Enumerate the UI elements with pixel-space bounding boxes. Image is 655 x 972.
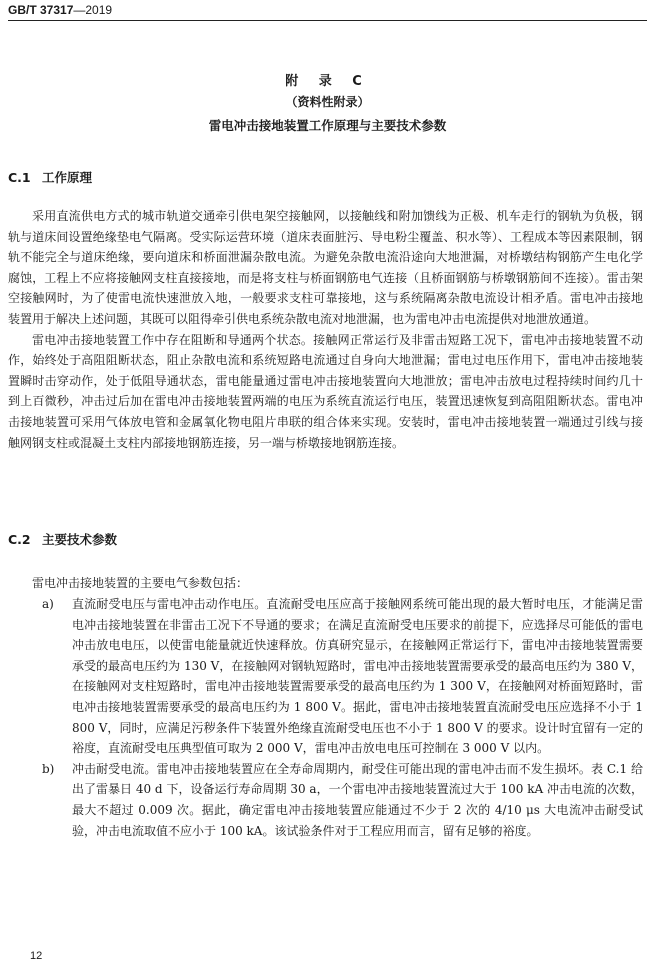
section-number: C.2 xyxy=(8,532,31,547)
list-marker: a) xyxy=(42,597,54,611)
parameter-list xyxy=(8,594,643,841)
paragraph: 雷电冲击接地装置的主要电气参数包括： xyxy=(32,576,249,590)
list-item xyxy=(8,594,643,759)
list-marker: b) xyxy=(42,761,55,776)
header-divider xyxy=(8,20,647,21)
section-title: 主要技术参数 xyxy=(42,532,118,547)
appendix-subtitle: （资料性附录） xyxy=(285,95,370,109)
section-heading-c1 xyxy=(8,168,92,186)
page-number: 12 xyxy=(30,950,43,962)
section-title: 工作原理 xyxy=(42,170,93,185)
section-c2-intro xyxy=(8,573,643,594)
appendix-title: 附 录 C xyxy=(285,74,370,89)
section-c1-body xyxy=(8,206,643,453)
standard-code xyxy=(8,3,112,17)
standard-code-number: GB/T 37317 xyxy=(8,3,74,17)
paragraph: 雷电冲击接地装置工作中存在阻断和导通两个状态。接触网正常运行及非雷击短路工况下，雷电冲击接地装置不动作，始终处于高阻阻断状态，阻止杂散电流和系统短路电流通过自身向大地泄漏；雷电过电压作用下，雷电冲击接地装置瞬时击穿动作，处于低阻导通状态，雷电能量通过雷电冲击接地装置向大地泄放；雷电冲击放电过程持续时间约几十到上百微秒，冲击过后加在雷电冲击接地装置两端的电压为系统直流运行电压，装置迅速恢复到高阻阻断状态。雷电冲击接地装置可采用气体放电管和金属氧化物电阻片串联的组合体来实现。安装时，雷电冲击接地装置一端通过引线与接触网钢支柱或混凝土支柱内部接地钢筋连接，另一端与桥墩接地钢筋连接。 xyxy=(8,332,643,450)
section-number: C.1 xyxy=(8,170,31,185)
section-heading-c2 xyxy=(8,530,117,548)
standard-year: —2019 xyxy=(73,3,113,17)
paragraph: 采用直流供电方式的城市轨道交通牵引供电架空接触网，以接触线和附加馈线为正极、机车走行的钢轨为负极，钢轨与道床间设置绝缘垫电气隔离。受实际运营环境（道床表面脏污、导电粉尘覆盖、积水等）、工程成本等因素限制，钢轨不能完全与道床绝缘，要向道床和桥面泄漏杂散电流。为避免杂散电流沿途向大地泄漏，对桥墩结构钢筋产生电化学腐蚀，工程上不应将接触网支柱直接接地，而是将支柱与桥面钢筋电气连接（且桥面钢筋与桥墩钢筋间不连接）。雷击架空接触网时，为了使雷电流快速泄放入地，一般要求支柱可靠接地，这与系统隔离杂散电流设计相矛盾。雷电冲击接地装置用于解决上述问题，其既可以阻得牵引供电系统杂散电流对地泄漏，也为雷电冲击电流提供对地泄放通道。 xyxy=(8,209,643,326)
appendix-name: 雷电冲击接地装置工作原理与主要技术参数 xyxy=(208,118,447,133)
list-item xyxy=(8,759,643,841)
list-item-text: 直流耐受电压与雷电冲击动作电压。直流耐受电压应高于接触网系统可能出现的最大暂时电压，才能满足雷电冲击接地装置在非雷击工况下不导通的要求；在满足直流耐受电压要求的前提下，应选择尽可能低的雷电冲击放电电压，以使雷电能量就近快速释放。仿真研究显示，在接触网正常运行下，雷电冲击接地装置需要承受的最高电压约为 130 V，在接触网对钢轨短路时，雷电冲击接地装置需要承受的最高电压约为 380 V，在接触网对支柱短路时，雷电冲击接地装置需要承受的最高电压约为 1 300 V，在接触网对桥面短路时，雷电冲击接地装置需要承受的最高电压约为 1 800 V。据此，雷电冲击接地装置直流耐受电压应选择不小于 1 800 V，同时，应满足污秽条件下装置外绝缘直流耐受电压也不小于 1 800 V 的要求。设计时宜留有一定的裕度，直流耐受电压典型值可取为 2 000 V，雷电冲击放电电压可控制在 3 000 V 以内。 xyxy=(72,597,643,756)
list-item-text: 冲击耐受电流。雷电冲击接地装置应在全寿命周期内，耐受住可能出现的雷电冲击而不发生损坏。表 C.1 给出了雷暴日 40 d 下，设备运行寿命周期 30 a，一个雷电冲击接地装置流过大于 100 kA 冲击电流的次数，最大不超过 0.009 次。据此，确定雷电冲击接地装置应能通过不少于 2 次的 4/10 μs 大电流冲击耐受试验，冲击电流取值不应小于 100 kA。该试验条件对于工程应用而言，留有足够的裕度。 xyxy=(72,761,643,838)
